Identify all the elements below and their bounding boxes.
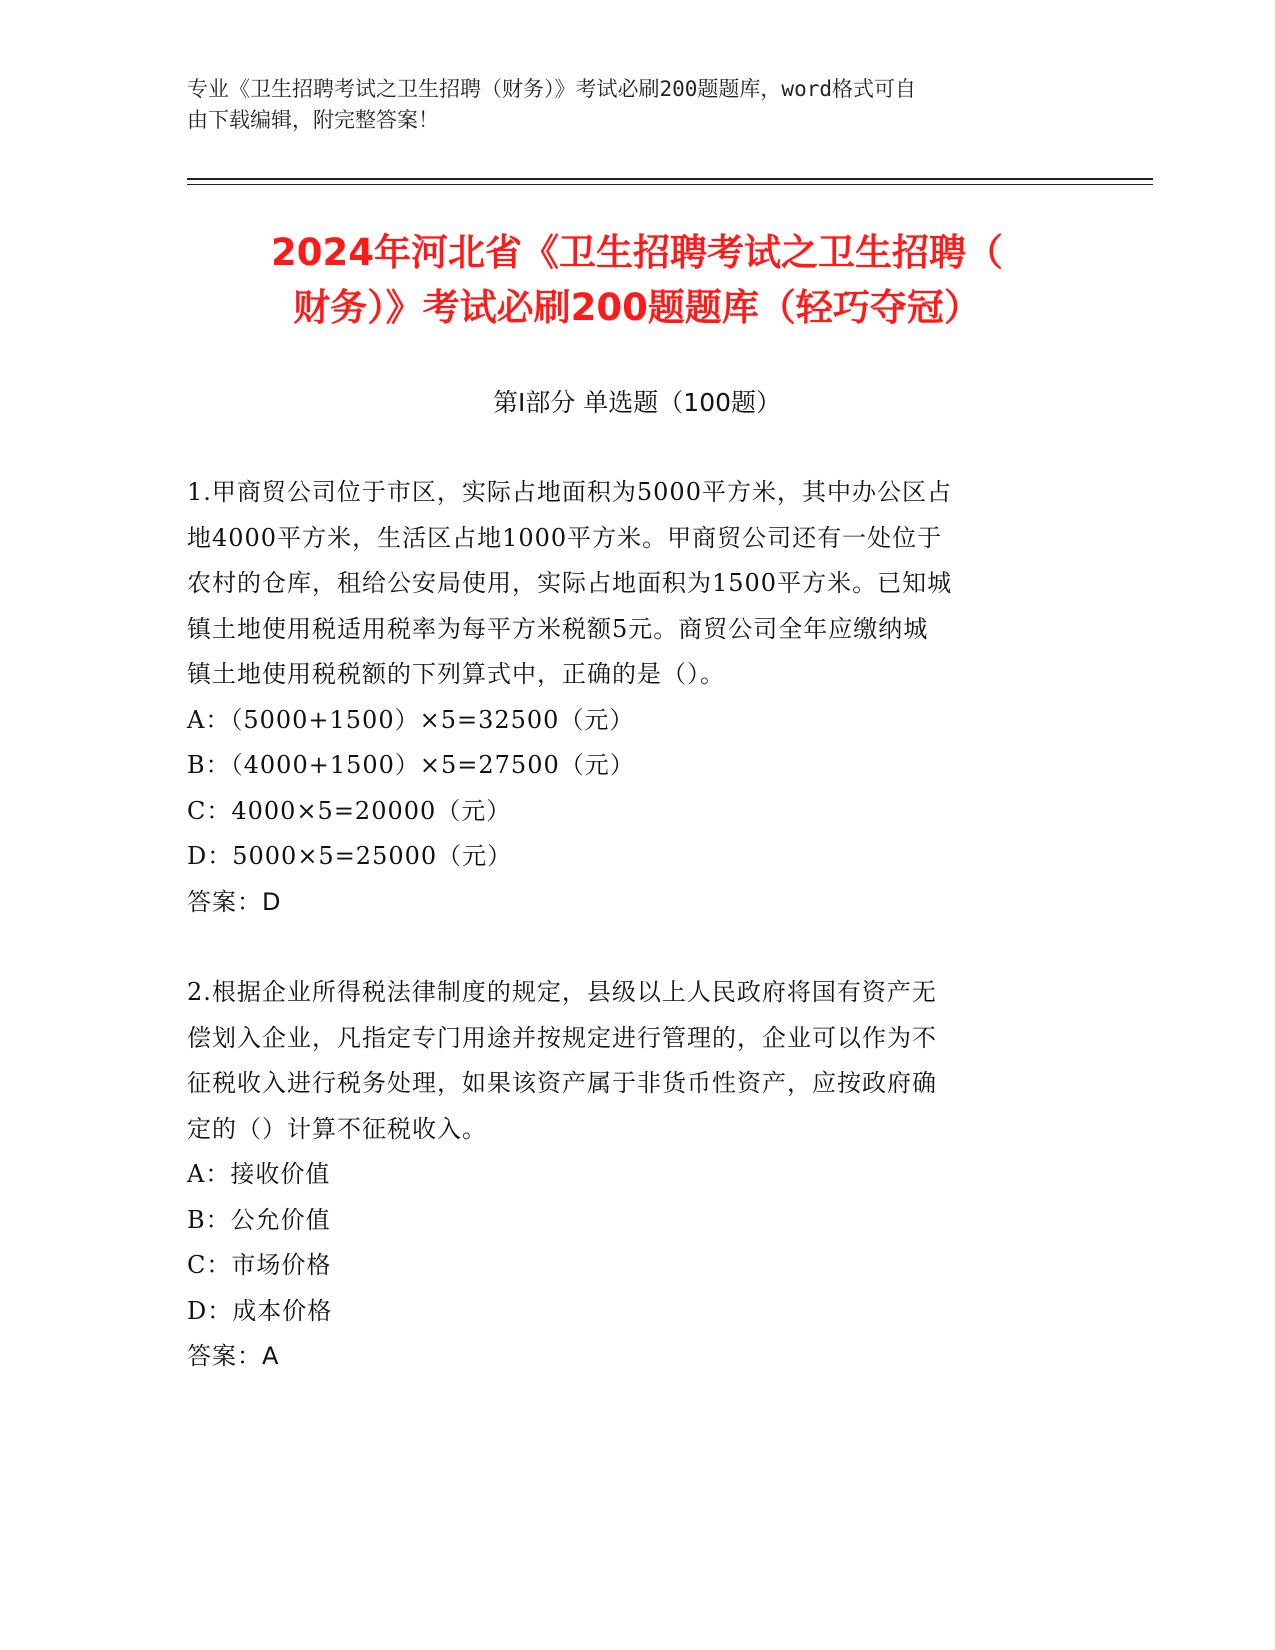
question-2-option-d: D：成本价格	[187, 1296, 333, 1325]
question-2-answer: 答案：A	[187, 1342, 280, 1370]
question-2	[187, 970, 1067, 1380]
question-2-option-c: C：市场价格	[187, 1251, 332, 1279]
document-title-line-2: 财务）》考试必刷200题题库（轻巧夺冠）	[293, 286, 981, 329]
question-1-stem-line: 镇土地使用税税额的下列算式中，正确的是（）。	[187, 660, 725, 688]
document-title	[187, 225, 1087, 335]
question-2-option-a: A：接收价值	[187, 1160, 331, 1188]
header-note-line-1: 专业《卫生招聘考试之卫生招聘（财务）》考试必刷200题题库，word格式可自	[187, 77, 916, 101]
question-2-stem-line: 征税收入进行税务处理，如果该资产属于非货币性资产，应按政府确	[187, 1069, 937, 1097]
question-1-answer: 答案：D	[187, 887, 282, 916]
question-1-stem-line: 农村的仓库，租给公安局使用，实际占地面积为1500平方米。已知城	[187, 569, 953, 597]
question-1-option-c: C：4000×5=20000（元）	[187, 796, 512, 825]
question-1-stem-line: 1.甲商贸公司位于市区，实际占地面积为5000平方米，其中办公区占	[187, 478, 952, 506]
header-note-line-2: 由下载编辑，附完整答案！	[187, 108, 439, 132]
question-1-option-a: A：（5000+1500）×5=32500（元）	[187, 705, 635, 734]
question-1-option-b: B：（4000+1500）×5=27500（元）	[187, 751, 635, 779]
question-1-stem	[187, 470, 1067, 698]
question-1-option-d: D：5000×5=25000（元）	[187, 842, 513, 870]
header-note	[187, 74, 1067, 136]
header-divider-thick	[187, 178, 1153, 180]
document-title-line-1: 2024年河北省《卫生招聘考试之卫生招聘（	[271, 231, 1003, 274]
question-2-option-b: B：公允价值	[187, 1205, 331, 1234]
question-2-stem-line: 偿划入企业，凡指定专门用途并按规定进行管理的，企业可以作为不	[187, 1023, 937, 1052]
question-2-stem-line: 定的（）计算不征税收入。	[187, 1114, 487, 1143]
header-divider-thin	[187, 184, 1153, 185]
question-1-stem-line: 镇土地使用税适用税率为每平方米税额5元。商贸公司全年应缴纳城	[187, 614, 929, 643]
question-2-stem	[187, 970, 1067, 1152]
question-1	[187, 470, 1067, 925]
question-1-stem-line: 地4000平方米，生活区占地1000平方米。甲商贸公司还有一处位于	[187, 523, 943, 552]
question-2-stem-line: 2.根据企业所得税法律制度的规定，县级以上人民政府将国有资产无	[187, 978, 937, 1006]
section-heading: 第I部分 单选题（100题）	[492, 388, 782, 417]
